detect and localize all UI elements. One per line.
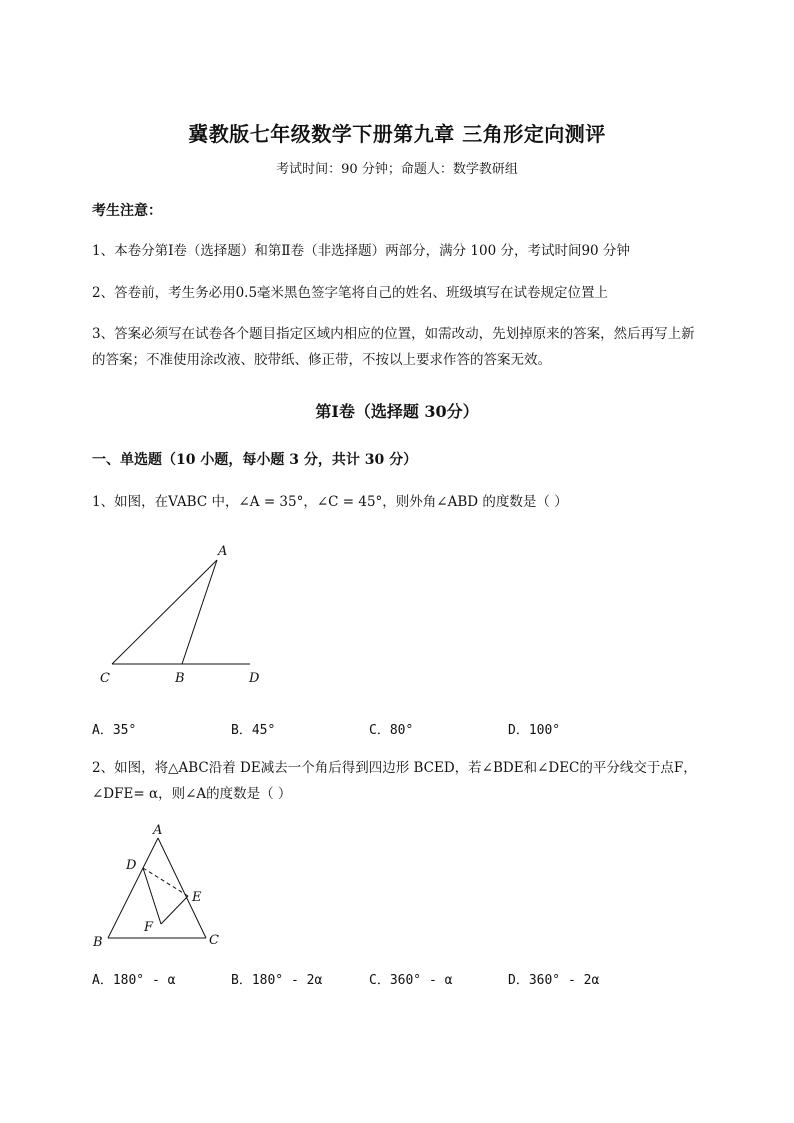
q1-label-b: B [175,671,185,686]
q2-option-c[interactable]: C．360° - α [369,973,453,988]
notice-item-2: 2、答卷前，考生务必用0.5毫米黑色签字笔将自己的姓名、班级填写在试卷规定位置上 [92,285,609,301]
q2-label-b: B [93,935,103,950]
notice-item-1: 1、本卷分第Ⅰ卷（选择题）和第Ⅱ卷（非选择题）两部分，满分 100 分，考试时间90 分钟 [92,243,630,259]
notice-heading: 考生注意： [92,203,162,219]
q2-label-e: E [192,890,202,905]
q1-figure [95,538,270,688]
q2-option-b[interactable]: B．180° - 2α [231,973,323,988]
q2-label-f: F [144,920,154,935]
section-title: 第Ⅰ卷（选择题 30分） [315,402,479,421]
mc-heading: 一、单选题（10 小题，每小题 3 分，共计 30 分） [92,452,418,468]
q1-label-d: D [249,671,260,686]
exam-info: 考试时间：90 分钟；命题人：数学教研组 [276,162,518,177]
q2-stem-line1: 2、如图，将△ABC沿着 DE减去一个角后得到四边形 BCED，若∠BDE和∠DEC的平分线交于点F， [92,760,697,776]
q2-figure [88,818,228,956]
q1-label-c: C [100,671,110,686]
q2-label-c: C [209,933,219,948]
q2-option-a[interactable]: A．180° - α [92,973,176,988]
q1-label-a: A [218,544,228,559]
q2-stem-line2: ∠DFE= α，则∠A的度数是（ ） [92,786,292,802]
page-title: 冀教版七年级数学下册第九章 三角形定向测评 [188,122,606,146]
q1-option-c[interactable]: C．80° [369,723,414,738]
notice-item-3-cont: 的答案；不准使用涂改液、胶带纸、修正带，不按以上要求作答的答案无效。 [92,352,551,368]
q1-option-d[interactable]: D．100° [508,723,561,738]
notice-item-3: 3、答案必须写在试卷各个题目指定区域内相应的位置，如需改动，先划掉原来的答案，然后再写上新 [92,326,695,342]
q2-option-d[interactable]: D．360° - 2α [508,973,600,988]
q1-option-a[interactable]: A．35° [92,723,137,738]
q1-option-b[interactable]: B．45° [231,723,276,738]
q2-label-d: D [126,858,137,873]
q2-label-a: A [153,823,163,838]
q1-stem: 1、如图，在VABC 中，∠A = 35°，∠C = 45°，则外角∠ABD 的度数是（ ） [92,494,568,510]
